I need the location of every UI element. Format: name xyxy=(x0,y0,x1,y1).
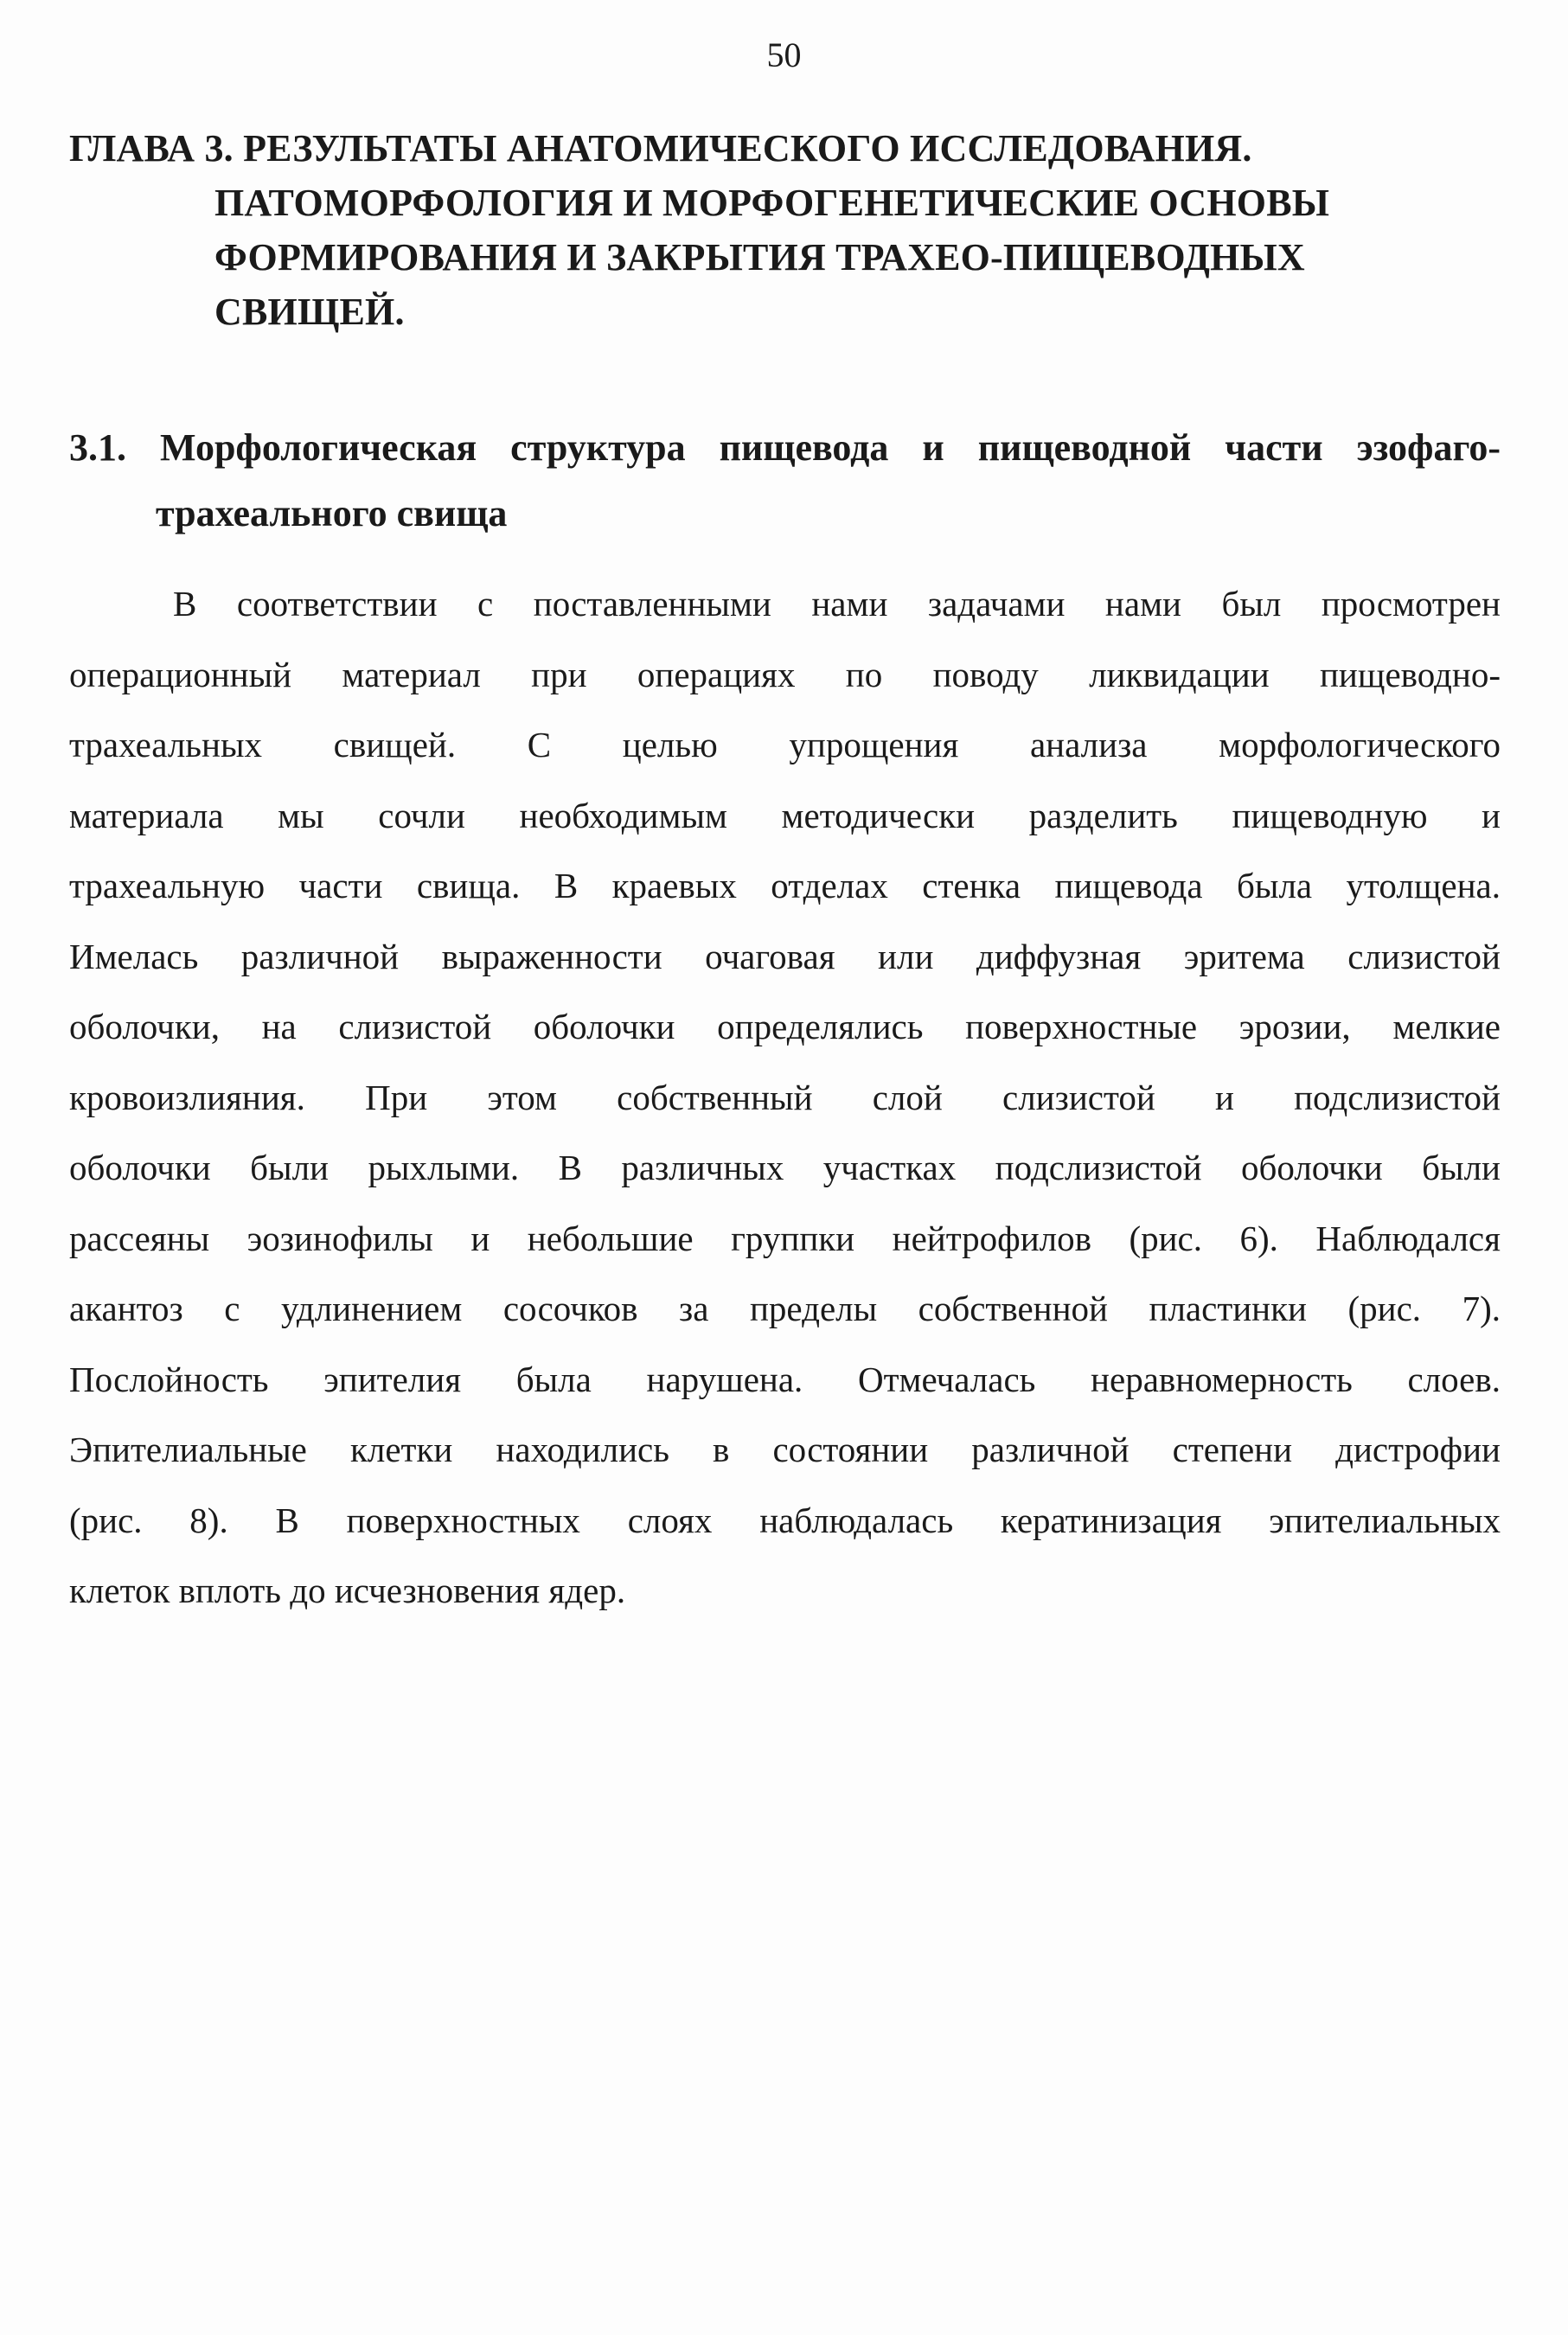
chapter-heading-line: ПАТОМОРФОЛОГИЯ И МОРФОГЕНЕТИЧЕСКИЕ ОСНОВЫ xyxy=(214,182,1330,224)
body-paragraph xyxy=(69,569,1501,1627)
paragraph-line: операционный материал при операциях по поводу ликвидации пищеводно- xyxy=(69,654,1501,694)
paragraph-line: оболочки, на слизистой оболочки определялись поверхностные эрозии, мелкие xyxy=(69,1007,1501,1046)
paragraph-line: Эпителиальные клетки находились в состоянии различной степени дистрофии xyxy=(69,1430,1501,1469)
paragraph-line: Имелась различной выраженности очаговая или диффузная эритема слизистой xyxy=(69,936,1501,976)
paragraph-line: трахеальных свищей. С целью упрощения анализа морфологического xyxy=(69,725,1501,764)
paragraph-line: рассеяны эозинофилы и небольшие группки нейтрофилов (рис. 6). Наблюдался xyxy=(69,1218,1501,1258)
paragraph-line: В соответствии с поставленными нами задачами нами был просмотрен xyxy=(173,584,1501,624)
chapter-heading xyxy=(69,121,1505,339)
paragraph-line: трахеальную части свища. В краевых отделах стенка пищевода была утолщена. xyxy=(69,866,1501,905)
paragraph-line: акантоз с удлинением сосочков за пределы собственной пластинки (рис. 7). xyxy=(69,1289,1501,1328)
chapter-heading-line: СВИЩЕЙ. xyxy=(214,291,405,333)
chapter-heading-line: ГЛАВА 3. РЕЗУЛЬТАТЫ АНАТОМИЧЕСКОГО ИССЛЕДОВАНИЯ. xyxy=(69,127,1252,170)
chapter-heading-line: ФОРМИРОВАНИЯ И ЗАКРЫТИЯ ТРАХЕО-ПИЩЕВОДНЫХ xyxy=(214,236,1305,278)
paragraph-line: Послойность эпителия была нарушена. Отмечалась неравномерность слоев. xyxy=(69,1359,1501,1399)
section-heading-line: трахеального свища xyxy=(156,492,508,534)
section-heading xyxy=(69,415,1501,547)
section-heading-line: 3.1. Морфологическая структура пищевода и пищеводной части эзофаго- xyxy=(69,426,1501,469)
paragraph-line: (рис. 8). В поверхностных слоях наблюдалась кератинизация эпителиальных xyxy=(69,1500,1501,1540)
paragraph-line: оболочки были рыхлыми. В различных участках подслизистой оболочки были xyxy=(69,1148,1501,1187)
paragraph-line: клеток вплоть до исчезновения ядер. xyxy=(69,1571,626,1610)
paragraph-line: кровоизлияния. При этом собственный слой слизистой и подслизистой xyxy=(69,1077,1501,1117)
page-number: 50 xyxy=(766,35,802,74)
paragraph-line: материала мы сочли необходимым методически разделить пищеводную и xyxy=(69,795,1501,835)
